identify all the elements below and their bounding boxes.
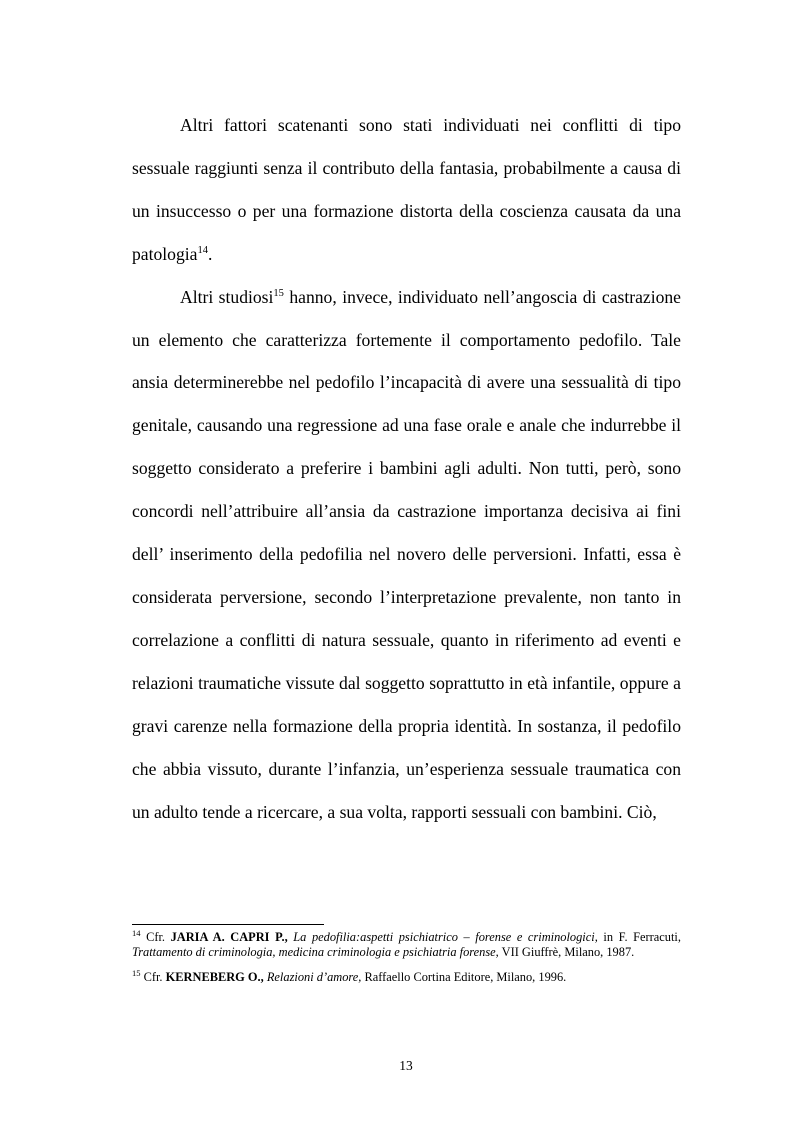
paragraph-text: hanno, invece, individuato nell’angoscia di castrazione un elemento che caratterizza fortemente il comportamento pedofilo. Tale ansia determinerebbe nel pedofilo l’incapacità di avere una sessualità di tipo genitale, causando una regressione ad una fase orale e anale che indurrebbe il soggetto considerato a preferire i bambini agli adulti. Non tutti, però, sono concordi nell’attribuire all’ansia da castrazione importanza decisiva ai fini dell’ inserimento della pedofilia nel novero delle perversioni. Infatti, essa è considerata perversione, secondo l’interpretazione prevalente, non tanto in correlazione a conflitti di natura sessuale, quanto in riferimento ad eventi e relazioni traumatiche vissute dal soggetto soprattutto in età infantile, oppure a gravi carenze nella formazione della propria identità. In sostanza, il pedofilo che abbia vissuto, durante l’infanzia, un’esperienza sessuale traumatica con un adulto tende a ricercare, a sua volta, rapporti sessuali con bambini. Ciò, [132,286,681,822]
paragraph-text: Altri fattori scatenanti sono stati individuati nei conflitti di tipo sessuale raggiunti senza il contributo della fantasia, probabilmente a causa di un insuccesso o per una formazione distorta della coscienza causata da una patologia [132,115,681,264]
footnote-text: in F. Ferracuti, [597,930,681,944]
footnote-title: Trattamento di criminologia, medicina criminologia e psichiatria forense, [132,945,499,960]
footnote-15 [132,967,681,985]
paragraph-text: . [207,243,213,264]
body-text [132,104,681,833]
footnote-author: KERNEBERG O., [165,969,264,984]
footnote-number: 14 [132,928,141,938]
footnote-ref-15[interactable]: 15 [273,287,284,299]
footnote-title: La pedofilia:aspetti psichiatrico – forense e criminologici, [293,930,598,944]
paragraph-text: Altri studiosi [180,286,274,307]
page-number: 13 [399,1058,413,1073]
footnote-author: JARIA A. CAPRI P., [170,930,288,944]
footnotes [132,930,681,994]
footnote-text: VII Giuffrè, Milano, 1987. [498,945,635,960]
footnote-title: Relazioni d’amore, [266,969,362,984]
footnote-prefix: Cfr. [140,969,166,984]
footnote-number: 15 [132,967,141,978]
footnote-ref-14[interactable]: 14 [197,244,208,256]
paragraph-2 [132,276,681,834]
footnote-text: Raffaello Cortina Editore, Milano, 1996. [361,969,567,984]
footnote-divider [132,924,324,925]
paragraph-1 [132,104,681,276]
footnote-prefix: Cfr. [140,930,171,944]
footnote-14 [132,930,681,961]
